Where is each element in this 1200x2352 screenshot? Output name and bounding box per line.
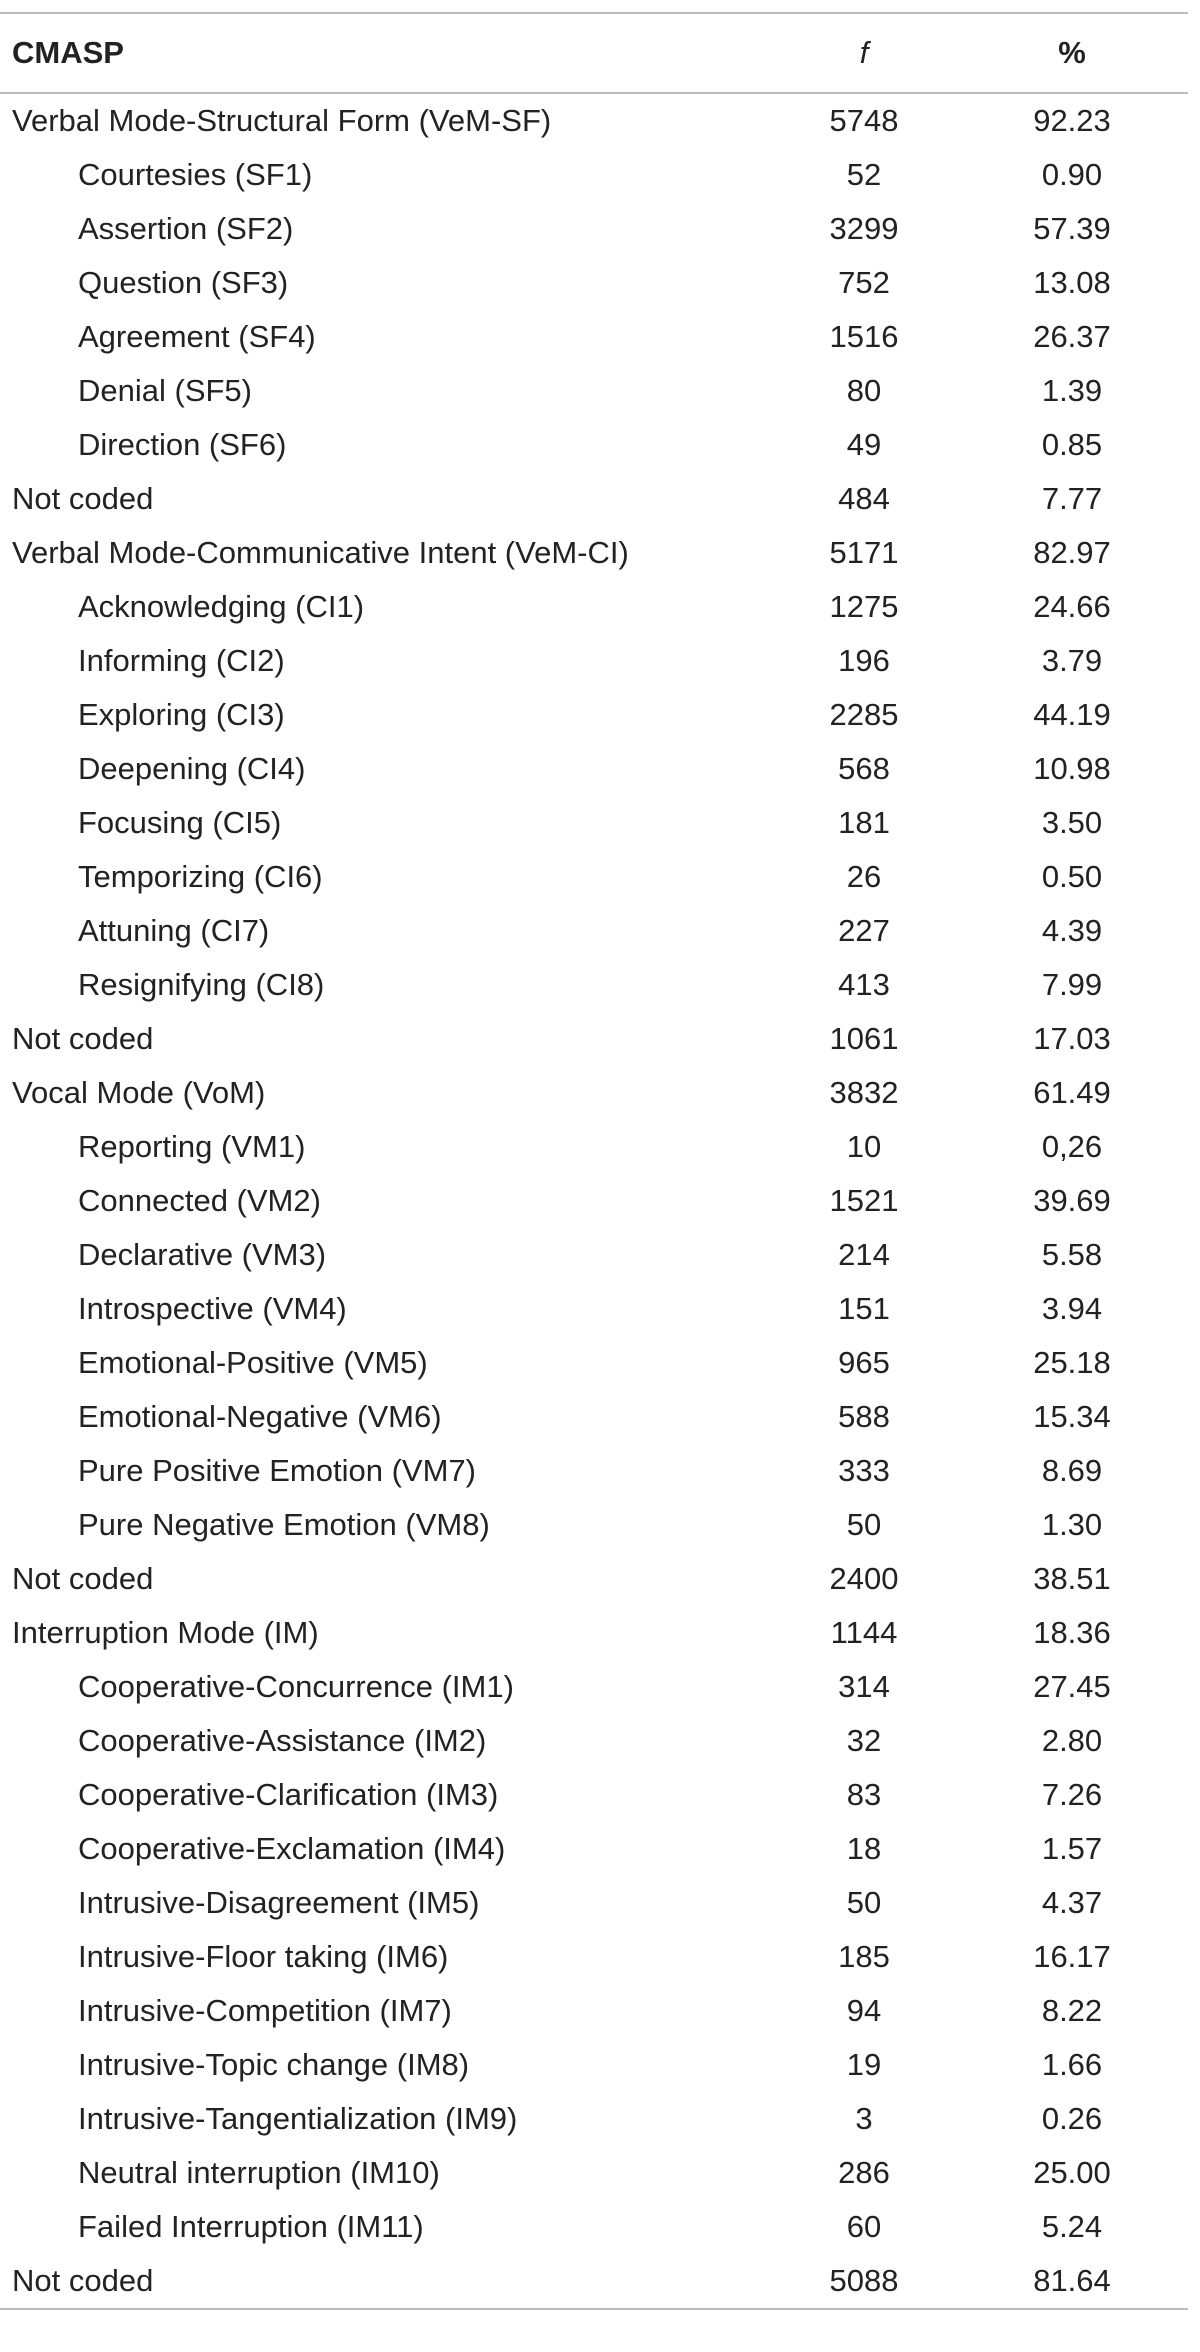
- row-label: Informing (CI2): [78, 643, 285, 678]
- row-percent: 7.26: [1041, 1777, 1103, 1812]
- header-percent: %: [956, 13, 1188, 93]
- row-frequency: 413: [838, 967, 890, 1002]
- row-percent: 0.90: [1041, 157, 1103, 192]
- row-frequency: 83: [846, 1777, 882, 1812]
- subcategory-row: [0, 2092, 1188, 2146]
- row-label: Verbal Mode-Structural Form (VeM-SF): [12, 103, 552, 138]
- subcategory-row: [0, 202, 1188, 256]
- row-frequency: 60: [846, 2209, 882, 2244]
- row-percent: 16.17: [1033, 1939, 1111, 1974]
- row-percent: 26.37: [1033, 319, 1111, 354]
- table-header: [0, 13, 1188, 93]
- subcategory-row: [0, 1876, 1188, 1930]
- row-label: Interruption Mode (IM): [12, 1615, 319, 1650]
- row-frequency: 3832: [829, 1075, 899, 1110]
- row-percent: 25.00: [1033, 2155, 1111, 2190]
- row-percent: 0.85: [1041, 427, 1103, 462]
- row-label: Intrusive-Floor taking (IM6): [78, 1939, 449, 1974]
- row-percent: 13.08: [1033, 265, 1111, 300]
- row-label: Declarative (VM3): [78, 1237, 327, 1272]
- row-label: Agreement (SF4): [78, 319, 316, 354]
- row-label: Question (SF3): [78, 265, 289, 300]
- row-label: Reporting (VM1): [78, 1129, 306, 1164]
- row-label: Deepening (CI4): [78, 751, 306, 786]
- category-row: [0, 2254, 1188, 2309]
- row-label: Assertion (SF2): [78, 211, 294, 246]
- row-percent: 0.26: [1041, 2101, 1103, 2136]
- row-label: Direction (SF6): [78, 427, 287, 462]
- row-frequency: 5088: [772, 2254, 956, 2309]
- subcategory-row: [0, 2038, 1188, 2092]
- row-label: Not coded: [12, 1561, 154, 1596]
- row-frequency: 32: [846, 1723, 882, 1758]
- table-body: [0, 93, 1188, 2309]
- row-percent: 61.49: [1033, 1075, 1111, 1110]
- subcategory-row: [0, 1228, 1188, 1282]
- row-frequency: 52: [846, 157, 882, 192]
- row-frequency: 94: [846, 1993, 882, 2028]
- category-row: [0, 1066, 1188, 1120]
- row-label: Not coded: [12, 481, 154, 516]
- subcategory-row: [0, 904, 1188, 958]
- row-percent: 3.94: [1041, 1291, 1103, 1326]
- subcategory-row: [0, 850, 1188, 904]
- row-frequency: 151: [838, 1291, 890, 1326]
- subcategory-row: [0, 796, 1188, 850]
- subcategory-row: [0, 2200, 1188, 2254]
- row-frequency: 18: [846, 1831, 882, 1866]
- row-percent: 8.22: [1041, 1993, 1103, 2028]
- header-row: [0, 13, 1188, 93]
- row-percent: 10.98: [1033, 751, 1111, 786]
- subcategory-row: [0, 310, 1188, 364]
- row-percent: 82.97: [1033, 535, 1111, 570]
- category-row: [0, 1552, 1188, 1606]
- row-frequency: 333: [838, 1453, 890, 1488]
- subcategory-row: [0, 1768, 1188, 1822]
- row-percent: 18.36: [1033, 1615, 1111, 1650]
- row-label: Exploring (CI3): [78, 697, 285, 732]
- subcategory-row: [0, 148, 1188, 202]
- row-percent: 15.34: [1033, 1399, 1111, 1434]
- category-row: [0, 1012, 1188, 1066]
- row-frequency: 49: [846, 427, 882, 462]
- row-percent: 27.45: [1033, 1669, 1111, 1704]
- row-frequency: 1516: [829, 319, 899, 354]
- subcategory-row: [0, 1930, 1188, 1984]
- subcategory-row: [0, 1444, 1188, 1498]
- row-label: Cooperative-Exclamation (IM4): [78, 1831, 506, 1866]
- subcategory-row: [0, 1120, 1188, 1174]
- subcategory-row: [0, 688, 1188, 742]
- subcategory-row: [0, 1498, 1188, 1552]
- subcategory-row: [0, 1660, 1188, 1714]
- row-label: Intrusive-Competition (IM7): [78, 1993, 452, 2028]
- row-frequency: 314: [838, 1669, 890, 1704]
- subcategory-row: [0, 634, 1188, 688]
- subcategory-row: [0, 1282, 1188, 1336]
- row-percent: 3.50: [1041, 805, 1103, 840]
- row-percent: 1.66: [1041, 2047, 1103, 2082]
- subcategory-row: [0, 1390, 1188, 1444]
- row-frequency: 1144: [830, 1615, 898, 1650]
- subcategory-row: [0, 742, 1188, 796]
- row-frequency: 286: [838, 2155, 890, 2190]
- row-frequency: 227: [838, 913, 890, 948]
- subcategory-row: [0, 418, 1188, 472]
- row-label: Attuning (CI7): [78, 913, 270, 948]
- row-percent: 24.66: [1033, 589, 1111, 624]
- row-label: Cooperative-Concurrence (IM1): [78, 1669, 514, 1704]
- category-row: [0, 1606, 1188, 1660]
- subcategory-row: [0, 958, 1188, 1012]
- category-row: [0, 526, 1188, 580]
- cmasp-frequency-table: [0, 12, 1188, 2310]
- row-percent: 25.18: [1033, 1345, 1111, 1380]
- header-cmasp: CMASP: [0, 13, 772, 93]
- row-label: Temporizing (CI6): [78, 859, 323, 894]
- row-percent: 57.39: [1033, 211, 1111, 246]
- row-frequency: 185: [838, 1939, 890, 1974]
- row-percent: 39.69: [1033, 1183, 1111, 1218]
- subcategory-row: [0, 1336, 1188, 1390]
- row-frequency: 50: [846, 1507, 882, 1542]
- row-frequency: 19: [846, 2047, 882, 2082]
- category-row: [0, 93, 1188, 148]
- row-frequency: 196: [838, 643, 890, 678]
- row-percent: 1.39: [1041, 373, 1103, 408]
- row-percent: 38.51: [1033, 1561, 1111, 1596]
- row-label: Intrusive-Topic change (IM8): [78, 2047, 470, 2082]
- row-percent: 4.37: [1041, 1885, 1103, 1920]
- row-label: Pure Negative Emotion (VM8): [78, 1507, 490, 1542]
- row-label: Not coded: [12, 1021, 154, 1056]
- subcategory-row: [0, 1174, 1188, 1228]
- subcategory-row: [0, 580, 1188, 634]
- row-label: Resignifying (CI8): [78, 967, 325, 1002]
- row-frequency: 5748: [829, 103, 899, 138]
- row-frequency: 80: [846, 373, 882, 408]
- header-frequency: f: [772, 13, 956, 93]
- row-label: Not coded: [0, 2254, 772, 2309]
- row-label: Pure Positive Emotion (VM7): [78, 1453, 476, 1488]
- row-percent: 7.77: [1041, 481, 1103, 516]
- row-percent: 81.64: [956, 2254, 1188, 2309]
- row-percent: 92.23: [1033, 103, 1111, 138]
- row-percent: 0,26: [1041, 1129, 1103, 1164]
- row-percent: 44.19: [1033, 697, 1111, 732]
- row-frequency: 181: [838, 805, 890, 840]
- row-label: Acknowledging (CI1): [78, 589, 365, 624]
- subcategory-row: [0, 1822, 1188, 1876]
- row-frequency: 588: [838, 1399, 890, 1434]
- row-label: Vocal Mode (VoM): [12, 1075, 266, 1110]
- row-label: Cooperative-Assistance (IM2): [78, 1723, 487, 1758]
- row-label: Emotional-Positive (VM5): [78, 1345, 428, 1380]
- row-frequency: 3: [855, 2101, 873, 2136]
- row-label: Denial (SF5): [78, 373, 252, 408]
- subcategory-row: [0, 2146, 1188, 2200]
- row-percent: 1.30: [1041, 1507, 1103, 1542]
- row-label: Introspective (VM4): [78, 1291, 347, 1326]
- row-percent: 5.24: [1041, 2209, 1103, 2244]
- row-label: Failed Interruption (IM11): [78, 2209, 424, 2244]
- row-label: Cooperative-Clarification (IM3): [78, 1777, 499, 1812]
- row-frequency: 3299: [829, 211, 899, 246]
- row-frequency: 5171: [829, 535, 899, 570]
- row-percent: 2.80: [1041, 1723, 1103, 1758]
- row-percent: 8.69: [1041, 1453, 1103, 1488]
- row-percent: 0.50: [1041, 859, 1103, 894]
- row-frequency: 484: [838, 481, 890, 516]
- row-label: Focusing (CI5): [78, 805, 282, 840]
- row-frequency: 10: [846, 1129, 882, 1164]
- category-row: [0, 472, 1188, 526]
- row-percent: 3.79: [1041, 643, 1103, 678]
- row-label: Courtesies (SF1): [78, 157, 313, 192]
- row-label: Emotional-Negative (VM6): [78, 1399, 442, 1434]
- subcategory-row: [0, 1984, 1188, 2038]
- row-frequency: 214: [838, 1237, 890, 1272]
- row-label: Verbal Mode-Communicative Intent (VeM-CI): [12, 535, 629, 570]
- row-frequency: 26: [846, 859, 882, 894]
- row-frequency: 2400: [829, 1561, 899, 1596]
- row-percent: 7.99: [1041, 967, 1103, 1002]
- row-percent: 17.03: [1033, 1021, 1111, 1056]
- row-frequency: 752: [838, 265, 890, 300]
- subcategory-row: [0, 364, 1188, 418]
- cmasp-table-container: [0, 12, 1200, 2310]
- row-percent: 1.57: [1041, 1831, 1103, 1866]
- row-frequency: 2285: [829, 697, 899, 732]
- row-label: Intrusive-Tangentialization (IM9): [78, 2101, 518, 2136]
- row-frequency: 568: [838, 751, 890, 786]
- row-frequency: 1275: [829, 589, 899, 624]
- row-frequency: 965: [838, 1345, 890, 1380]
- row-frequency: 1521: [829, 1183, 899, 1218]
- row-frequency: 1061: [829, 1021, 899, 1056]
- row-percent: 5.58: [1041, 1237, 1103, 1272]
- row-label: Intrusive-Disagreement (IM5): [78, 1885, 480, 1920]
- subcategory-row: [0, 1714, 1188, 1768]
- row-label: Neutral interruption (IM10): [78, 2155, 440, 2190]
- row-label: Connected (VM2): [78, 1183, 321, 1218]
- subcategory-row: [0, 256, 1188, 310]
- row-percent: 4.39: [1041, 913, 1103, 948]
- row-frequency: 50: [846, 1885, 882, 1920]
